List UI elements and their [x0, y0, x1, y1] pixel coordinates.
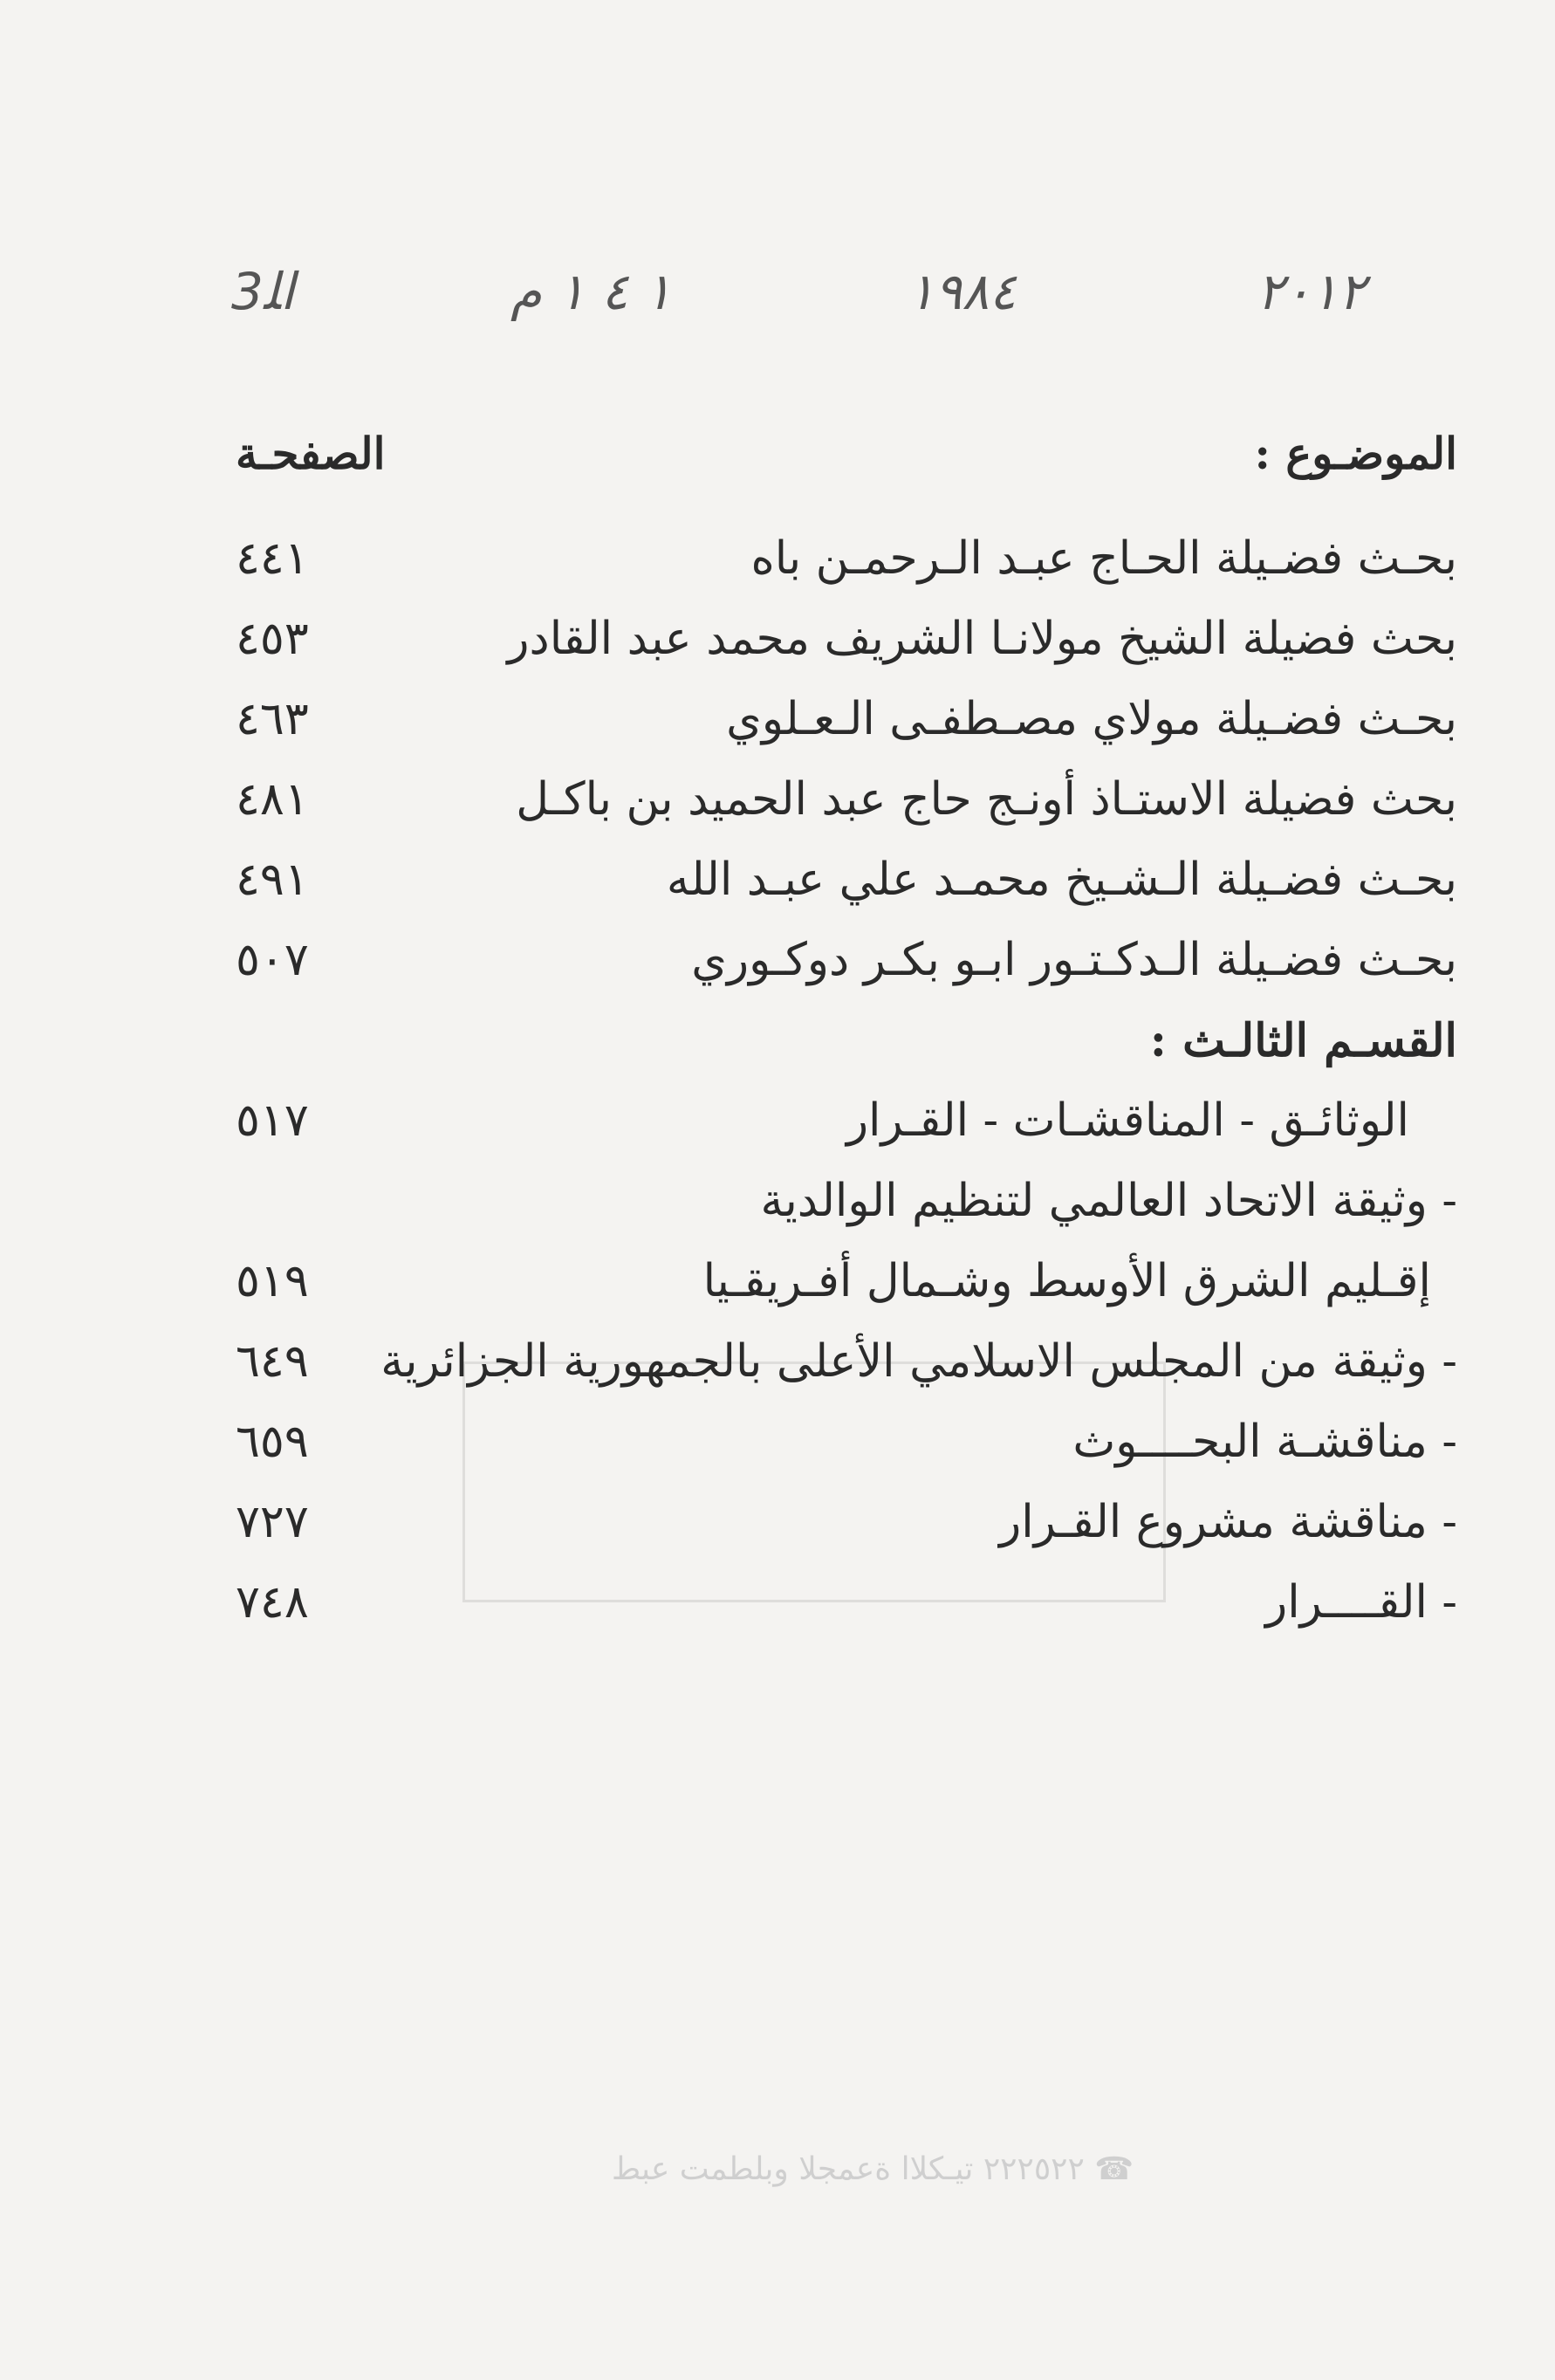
toc-title: - وثيقة من المجلس الاسلامي الأعلى بالجمهورية الجزائرية [380, 1335, 1457, 1388]
toc-section-row [236, 1005, 1457, 1086]
toc-page-number: ٤٩١ [236, 854, 309, 906]
toc-page-number: ٦٤٩ [236, 1335, 309, 1388]
toc-row [236, 1246, 1457, 1327]
section-heading: القسـم الثالـث : [1149, 1014, 1457, 1067]
toc-row [236, 1086, 1457, 1166]
toc-page-number: ٤٥٣ [236, 613, 309, 665]
toc-page-number: ٤٤١ [236, 532, 309, 585]
toc-title: بحـث فضـيلة مولاي مصـطفـى الـعـلوي [726, 693, 1457, 745]
toc-page-number: ٥١٧ [236, 1094, 309, 1147]
toc-row [236, 1487, 1457, 1567]
toc-title: - مناقشة مشروع القـرار [999, 1496, 1457, 1548]
toc-row [236, 1327, 1457, 1407]
toc-page-number: ٦٥٩ [236, 1416, 309, 1468]
toc-title: بحث فضيلة الاستـاذ أونـج حاج عبد الحميد بن باكـل [516, 773, 1457, 826]
handwritten-note-b: ١ ٤ ١ م [510, 262, 672, 321]
toc-title: - وثيقة الاتحاد العالمي لتنظيم الوالدية [760, 1175, 1457, 1227]
table-of-contents [236, 524, 1457, 1648]
toc-page-number: ٥٠٧ [236, 934, 309, 986]
toc-row [236, 845, 1457, 925]
handwritten-note-a: ﺍﻠ3 [231, 262, 295, 321]
handwritten-note-c: ١٩٨٤ [908, 262, 1017, 321]
toc-title: - مناقشـة البحــــوث [1072, 1416, 1457, 1468]
toc-title: - القــــرار [1265, 1576, 1457, 1629]
faint-footer-text: ☎ ٢٢٢٥٢٢ تيـكلاا ةعمجلا وبلطمت عبط [611, 2151, 1134, 2187]
toc-title: بحـث فضـيلة الـشـيخ محمـد علي عبـد الله [666, 854, 1457, 906]
toc-page-number: ٥١٩ [236, 1255, 309, 1307]
topic-heading: الموضـوع : [1254, 428, 1457, 479]
toc-row [236, 604, 1457, 684]
toc-row [236, 1407, 1457, 1487]
page-heading: الصفحـة [236, 428, 386, 479]
handwritten-note-d: ٢٠١٢ [1257, 262, 1366, 321]
toc-title: الوثائـق - المناقشـات - القـرار [846, 1094, 1409, 1147]
toc-row [236, 765, 1457, 845]
toc-row [236, 684, 1457, 765]
toc-row [236, 524, 1457, 604]
toc-title: إقـليم الشرق الأوسط وشـمال أفـريقـيا [702, 1255, 1431, 1307]
toc-page-number: ٤٨١ [236, 773, 309, 826]
toc-title: بحـث فضـيلة الحـاج عبـد الـرحمـن باه [750, 532, 1457, 585]
toc-row [236, 1567, 1457, 1648]
toc-title: بحث فضيلة الشيخ مولانـا الشريف محمد عبد القادر [507, 613, 1457, 665]
toc-row [236, 925, 1457, 1005]
toc-row [236, 1166, 1457, 1246]
toc-page-number: ٤٦٣ [236, 693, 309, 745]
toc-title: بحـث فضـيلة الـدكـتـور ابـو بكـر دوكـوري [691, 934, 1457, 986]
toc-headings [236, 428, 1457, 497]
toc-page-number: ٧٢٧ [236, 1496, 309, 1548]
toc-page-number: ٧٤٨ [236, 1576, 309, 1629]
